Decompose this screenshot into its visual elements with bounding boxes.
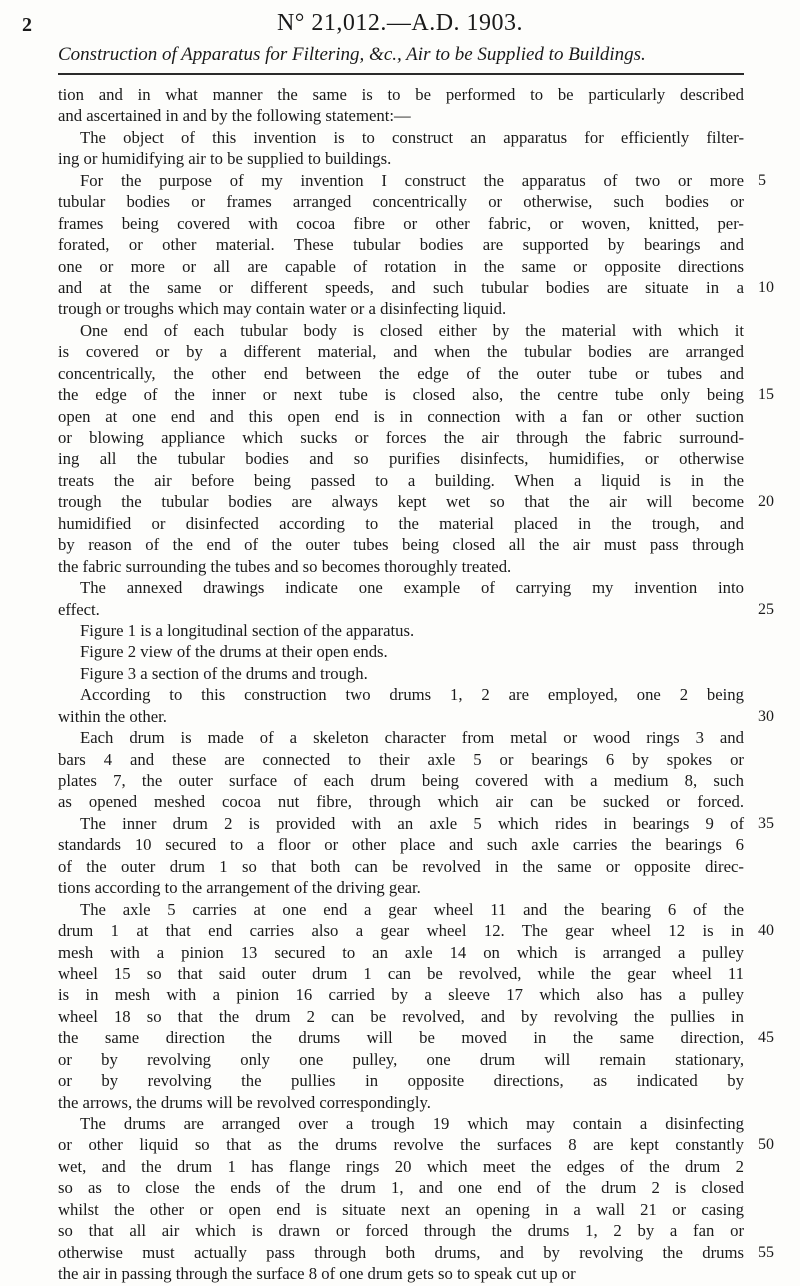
text-line (58, 1049, 744, 1070)
line-text: of the outer drum 1 so that both can be revolved in the same or opposite direc- (58, 856, 744, 876)
line-text: by reason of the end of the outer tubes being closed all the air must pass through (58, 535, 744, 555)
text-line (58, 1113, 744, 1134)
line-text: mesh with a pinion 13 secured to an axle 14 on which is arranged a pulley (58, 942, 744, 962)
text-line (58, 1242, 774, 1263)
text-line (58, 877, 744, 898)
text-line (58, 556, 744, 577)
text-line (58, 127, 744, 148)
line-text: trough the tubular bodies are always kept wet so that the air will become (58, 492, 744, 512)
text-line (58, 148, 744, 169)
line-text: or by revolving the pullies in opposite directions, as indicated by (58, 1071, 744, 1091)
margin-line-number: 50 (758, 1136, 774, 1154)
text-line (58, 363, 744, 384)
line-text: Figure 1 is a longitudinal section of the apparatus. (80, 620, 415, 640)
text-line (58, 213, 744, 234)
text-line (58, 234, 744, 255)
text-line (58, 1199, 744, 1220)
text-line (58, 834, 744, 855)
line-text: Figure 3 a section of the drums and trough. (80, 663, 368, 683)
text-line (58, 1220, 744, 1241)
line-text: plates 7, the outer surface of each drum being covered with a medium 8, such (58, 771, 744, 790)
text-line (58, 1177, 744, 1198)
line-text: or other liquid so that as the drums revolve the surfaces 8 are kept constantly (58, 1135, 744, 1155)
line-text: as opened meshed cocoa nut fibre, through which air can be sucked or forced. (58, 792, 744, 812)
text-line (58, 749, 744, 770)
line-text: ing or humidifying air to be supplied to buildings. (58, 149, 392, 169)
line-text: drum 1 at that end carries also a gear wheel 12. The gear wheel 12 is in (58, 921, 744, 941)
text-line (58, 1027, 774, 1048)
line-text: and at the same or different speeds, and such tubular bodies are situate in a (58, 277, 744, 297)
text-line (58, 1070, 744, 1091)
text-line (58, 942, 744, 963)
line-text: so that all air which is drawn or forced through the drums 1, 2 by a fan or (58, 1221, 744, 1241)
margin-line-number: 40 (758, 922, 774, 940)
line-text: ing all the tubular bodies and so purifies disinfects, humidifies, or otherwise (58, 449, 744, 469)
line-text: is in mesh with a pinion 16 carried by a sleeve 17 which also has a pulley (58, 985, 744, 1005)
text-line (58, 813, 774, 834)
line-text: The inner drum 2 is provided with an axle 5 which rides in bearings 9 of (80, 813, 744, 833)
line-text: wet, and the drum 1 has flange rings 20 which meet the edges of the drum 2 (58, 1156, 744, 1176)
text-line (58, 727, 744, 748)
line-text: bars 4 and these are connected to their axle 5 or bearings 6 by spokes or (58, 749, 744, 769)
text-line (58, 256, 744, 277)
line-text: whilst the other or open end is situate next an opening in a wall 21 or casing (58, 1199, 744, 1219)
line-text: frames being covered with cocoa fibre or other fabric, or woven, knitted, per- (58, 213, 744, 233)
text-line (58, 899, 744, 920)
text-line (58, 963, 744, 984)
header-rule (58, 73, 744, 75)
page-number: 2 (22, 14, 32, 36)
margin-line-number: 15 (758, 386, 774, 404)
text-line (58, 599, 774, 620)
text-line (58, 641, 744, 662)
margin-line-number: 5 (758, 171, 766, 189)
text-line (58, 448, 744, 469)
line-text: forated, or other material. These tubular bodies are supported by bearings and (58, 235, 744, 255)
line-text: or by revolving only one pulley, one drum will remain stationary, (58, 1049, 744, 1069)
text-line (58, 513, 744, 534)
line-text: The axle 5 carries at one end a gear wheel 11 and the bearing 6 of the (80, 899, 744, 919)
text-line (58, 1263, 744, 1284)
text-line (58, 1134, 774, 1155)
text-line (58, 470, 744, 491)
text-line (58, 320, 744, 341)
text-line (58, 984, 744, 1005)
margin-line-number: 35 (758, 814, 774, 832)
text-line (58, 1092, 744, 1113)
patent-number: N° 21,012.—A.D. 1903. (276, 10, 524, 36)
text-line (58, 663, 744, 684)
line-text: wheel 18 so that the drum 2 can be revolved, and by revolving the pullies in (58, 1006, 744, 1026)
text-line (58, 105, 744, 126)
line-text: is covered or by a different material, and when the tubular bodies are arranged (58, 342, 744, 362)
line-text: so as to close the ends of the drum 1, and one end of the drum 2 is closed (58, 1178, 744, 1198)
text-line (58, 427, 744, 448)
text-line (58, 534, 744, 555)
text-line (58, 170, 766, 191)
line-text: trough or troughs which may contain water or a disinfecting liquid. (58, 299, 507, 319)
margin-line-number: 55 (758, 1243, 774, 1261)
running-title: Construction of Apparatus for Filtering, &c., Air to be Supplied to Buildings. (58, 44, 646, 65)
line-text: effect. (58, 599, 100, 619)
line-text: humidified or disinfected according to the material placed in the trough, and (58, 513, 744, 533)
line-text: The drums are arranged over a trough 19 which may contain a disinfecting (80, 1114, 744, 1133)
line-text: the fabric surrounding the tubes and so becomes thoroughly treated. (58, 556, 512, 576)
text-line (58, 277, 774, 298)
line-text: within the other. (58, 706, 167, 726)
margin-line-number: 45 (758, 1029, 774, 1047)
line-text: the arrows, the drums will be revolved correspondingly. (58, 1092, 431, 1112)
line-text: the same direction the drums will be moved in the same direction, (58, 1028, 744, 1048)
text-line (58, 298, 744, 319)
margin-line-number: 25 (758, 600, 774, 618)
text-line (58, 791, 744, 812)
line-text: the edge of the inner or next tube is closed also, the centre tube only being (58, 385, 744, 405)
text-line (58, 620, 744, 641)
specification-text (58, 84, 774, 1285)
text-line (58, 770, 744, 791)
line-text: According to this construction two drums 1, 2 are employed, one 2 being (80, 685, 744, 705)
line-text: concentrically, the other end between the edge of the outer tube or tubes and (58, 363, 744, 383)
line-text: the air in passing through the surface 8 of one drum gets so to speak cut up or (58, 1264, 576, 1284)
margin-line-number: 30 (758, 707, 774, 725)
line-text: Each drum is made of a skeleton character from metal or wood rings 3 and (80, 728, 744, 748)
line-text: The object of this invention is to construct an apparatus for efficiently filter- (80, 127, 744, 147)
line-text: wheel 15 so that said outer drum 1 can be revolved, while the gear wheel 11 (58, 963, 744, 983)
line-text: tubular bodies or frames arranged concentrically or otherwise, such bodies or (58, 192, 744, 212)
text-line (58, 684, 744, 705)
line-text: For the purpose of my invention I construct the apparatus of two or more (80, 170, 744, 190)
margin-line-number: 10 (758, 278, 774, 296)
line-text: open at one end and this open end is in connection with a fan or other suction (58, 406, 744, 426)
line-text: The annexed drawings indicate one example of carrying my invention into (80, 578, 744, 598)
margin-line-number: 20 (758, 493, 774, 511)
line-text: tions according to the arrangement of the driving gear. (58, 878, 421, 898)
text-line (58, 341, 744, 362)
text-line (58, 191, 744, 212)
text-line (58, 491, 774, 512)
line-text: Figure 2 view of the drums at their open ends. (80, 642, 388, 662)
line-text: One end of each tubular body is closed either by the material with which it (80, 320, 744, 340)
text-line (58, 920, 774, 941)
line-text: or blowing appliance which sucks or forces the air through the fabric surround- (58, 428, 744, 447)
line-text: tion and in what manner the same is to be performed to be particularly described (58, 85, 744, 104)
text-line (58, 384, 774, 405)
text-line (58, 577, 744, 598)
text-line (58, 406, 744, 427)
text-line (58, 1156, 744, 1177)
text-line (58, 706, 774, 727)
line-text: otherwise must actually pass through both drums, and by revolving the drums (58, 1242, 744, 1262)
line-text: one or more or all are capable of rotation in the same or opposite directions (58, 256, 744, 276)
text-line (58, 856, 744, 877)
line-text: and ascertained in and by the following statement:— (58, 106, 411, 126)
text-line (58, 1006, 744, 1027)
line-text: standards 10 secured to a floor or other place and such axle carries the bearings 6 (58, 835, 744, 855)
text-line (58, 84, 744, 105)
line-text: treats the air before being passed to a building. When a liquid is in the (58, 470, 744, 490)
